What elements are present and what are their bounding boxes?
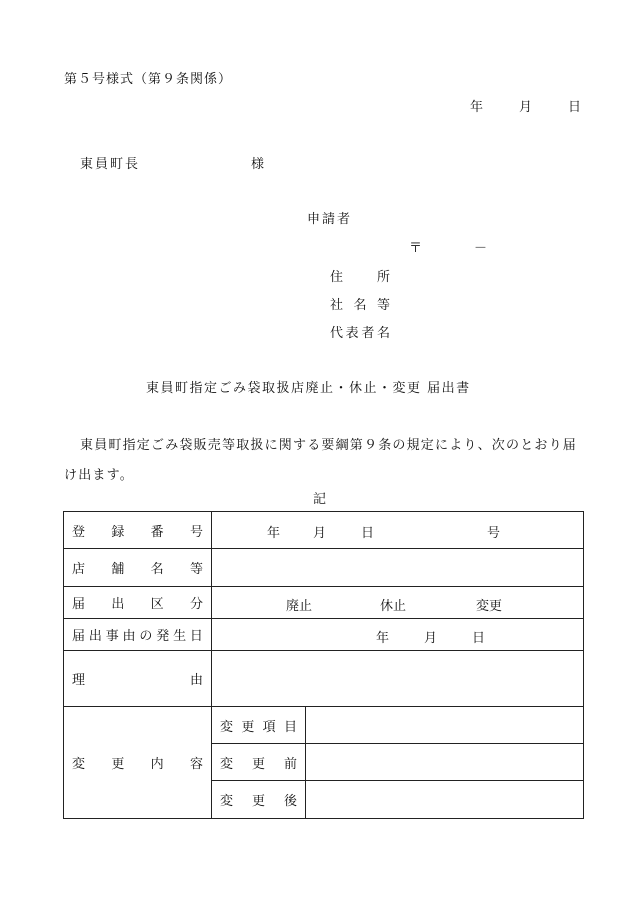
body-text: 東員町指定ごみ袋販売等取扱に関する要綱第９条の規定により、次のとおり届け出ます。 xyxy=(64,438,578,483)
recipient-honorific: 様 xyxy=(251,157,265,172)
date-year: 年 xyxy=(470,100,484,115)
store-label: 店 舗 名 等 xyxy=(64,549,212,587)
company-label: 社 名 等 xyxy=(330,298,390,313)
table-row xyxy=(64,549,584,587)
registration-label: 登 録 番 号 xyxy=(64,512,212,549)
change-item-value[interactable] xyxy=(306,707,584,744)
date-month: 月 xyxy=(519,100,533,115)
change-item-label: 変 更 項 目 xyxy=(212,707,306,744)
recipient-name: 東員町長 xyxy=(80,157,141,172)
change-before-value[interactable] xyxy=(306,744,584,781)
applicant-heading: 申請者 xyxy=(307,212,353,227)
reason-label: 理 由 xyxy=(64,651,212,707)
postal-dash: － xyxy=(474,241,488,256)
table-row xyxy=(64,651,584,707)
table-row xyxy=(64,707,584,744)
change-label: 変 更 内 容 xyxy=(64,707,212,819)
table-row xyxy=(64,619,584,651)
event-date-value[interactable]: 年 月 日 xyxy=(212,619,584,651)
category-suspend[interactable]: 休止 xyxy=(380,598,407,614)
document-title: 東員町指定ごみ袋取扱店廃止・休止・変更 届出書 xyxy=(146,381,471,396)
registration-value[interactable]: 年 月 日 号 xyxy=(212,512,584,549)
notification-table xyxy=(63,511,584,819)
category-change[interactable]: 変更 xyxy=(476,598,503,614)
reason-value[interactable] xyxy=(212,651,584,707)
postal-mark: 〒 xyxy=(409,241,423,256)
address-label: 住 所 xyxy=(330,270,390,285)
date-day: 日 xyxy=(568,100,582,115)
change-after-value[interactable] xyxy=(306,781,584,819)
ki-label: 記 xyxy=(313,492,327,507)
change-before-label: 変 更 前 xyxy=(212,744,306,781)
category-label: 届 出 区 分 xyxy=(64,587,212,619)
table-row xyxy=(64,587,584,619)
change-after-label: 変 更 後 xyxy=(212,781,306,819)
category-options xyxy=(212,587,584,619)
table-row xyxy=(64,512,584,549)
form-number: 第５号様式（第９条関係） xyxy=(64,72,233,87)
event-date-label: 届 出 事 由 の 発 生 日 xyxy=(64,619,212,651)
store-value[interactable] xyxy=(212,549,584,587)
category-abolish[interactable]: 廃止 xyxy=(286,598,313,614)
date-line xyxy=(470,96,581,115)
representative-label: 代 表 者 名 xyxy=(330,326,390,341)
